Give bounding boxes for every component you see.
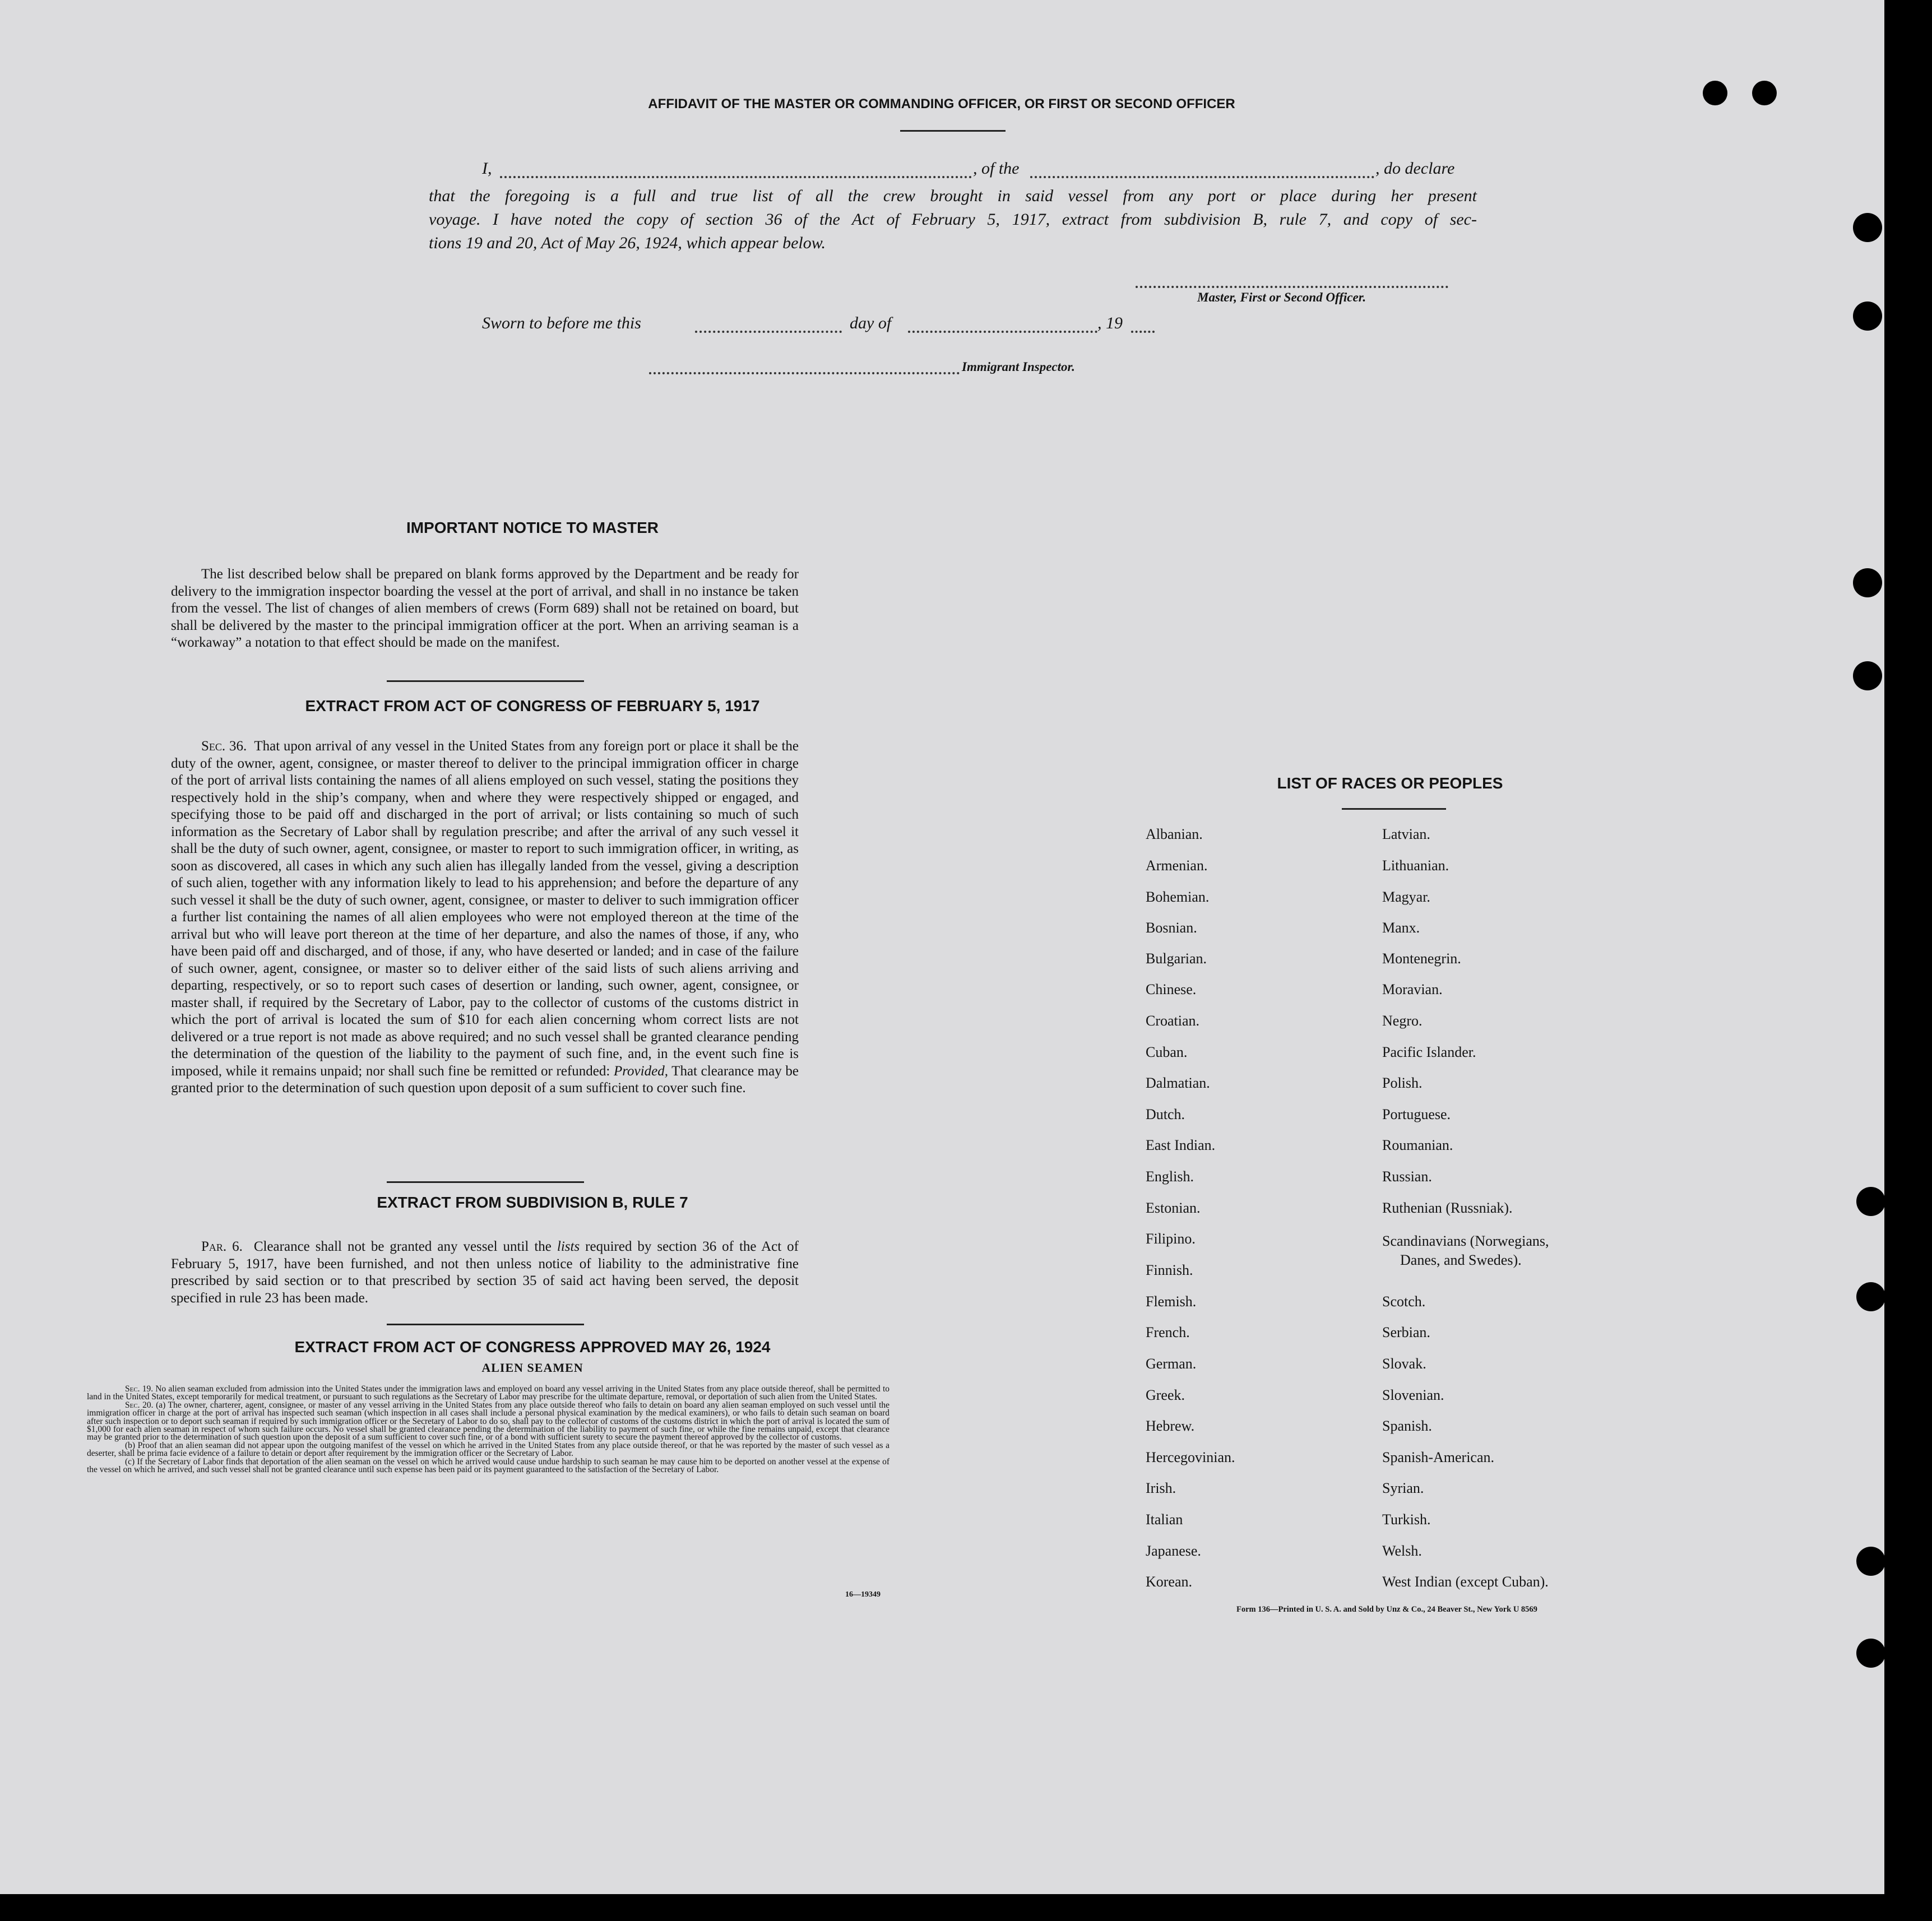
race-right-item: Scotch. [1382, 1293, 1426, 1310]
month-blank[interactable] [908, 331, 1097, 333]
divider [900, 130, 1006, 132]
divider [387, 1324, 584, 1325]
race-left-item: Bosnian. [1146, 920, 1197, 936]
races-heading: LIST OF RACES OR PEOPLES [1277, 774, 1503, 792]
race-right-item: Manx. [1382, 920, 1420, 936]
race-left-item: Hercegovinian. [1146, 1449, 1235, 1465]
lists-word: lists [557, 1239, 580, 1254]
race-left-item: Dutch. [1146, 1106, 1185, 1122]
race-right-item: Portuguese. [1382, 1106, 1451, 1122]
alien-seamen-subheading: ALIEN SEAMEN [481, 1361, 583, 1375]
section-19-body: No alien seaman excluded from admission into the United States under the immigration laws and employed on board any vessel arriving in the United States from any place outside thereof, shall be permitted to land in the United States, except temporarily for medical treatment, or pursuant to such regulations as the Secretary of Labor may prescribe for the ultimate departure, removal, or deportation of such alien from the United States. [87, 1384, 889, 1402]
affidavit-line-3: tions 19 and 20, Act of May 26, 1924, which appear below. [429, 234, 826, 252]
race-left-item: Bohemian. [1146, 889, 1210, 905]
divider [1342, 808, 1446, 810]
inspector-signature-line[interactable] [649, 372, 960, 374]
binder-hole [1856, 1187, 1885, 1216]
rule-7-heading: EXTRACT FROM SUBDIVISION B, RULE 7 [377, 1194, 688, 1211]
race-right-item: Moravian. [1382, 981, 1443, 997]
race-left-item: Armenian. [1146, 857, 1208, 874]
name-blank[interactable] [500, 176, 972, 178]
race-right-item: Russian. [1382, 1168, 1432, 1185]
race-left-item: Flemish. [1146, 1293, 1197, 1310]
print-code: 16—19349 [845, 1590, 881, 1599]
binder-hole [1856, 1282, 1885, 1311]
act-1924-text [87, 1385, 889, 1474]
rule-7-body: Clearance shall not be granted any vessel until the [253, 1239, 552, 1254]
divider [387, 1181, 584, 1183]
race-right-item: Magyar. [1382, 889, 1430, 905]
race-left-item: Finnish. [1146, 1262, 1193, 1278]
day-blank[interactable] [695, 331, 842, 333]
race-left-item: French. [1146, 1324, 1190, 1340]
race-left-item: Filipino. [1146, 1231, 1196, 1247]
year-blank[interactable] [1131, 331, 1155, 333]
section-label: Sec. 36. [201, 739, 247, 754]
race-left-item: Japanese. [1146, 1543, 1201, 1559]
binder-hole [1703, 81, 1727, 105]
race-right-item: Lithuanian. [1382, 857, 1449, 874]
race-right-item: West Indian (except Cuban). [1382, 1574, 1549, 1590]
race-left-item: Bulgarian. [1146, 950, 1207, 967]
notice-heading: IMPORTANT NOTICE TO MASTER [406, 519, 659, 536]
race-left-item: English. [1146, 1168, 1194, 1185]
race-right-item: Turkish. [1382, 1511, 1431, 1528]
race-right-item: Latvian. [1382, 826, 1430, 842]
officer-signature-line[interactable] [1136, 286, 1448, 288]
divider [387, 680, 584, 682]
year-label: , 19 [1097, 314, 1123, 332]
affidavit-of-the: , of the [973, 159, 1020, 178]
inspector-caption: Immigrant Inspector. [962, 360, 1075, 374]
binder-hole [1856, 1547, 1885, 1576]
race-left-item: Chinese. [1146, 981, 1197, 997]
binder-hole [1853, 301, 1882, 331]
race-right-item: Polish. [1382, 1075, 1423, 1091]
race-left-item: Estonian. [1146, 1200, 1201, 1216]
section-20b: (b) Proof that an alien seaman did not appear upon the outgoing manifest of the vessel on which he arrived in the United States from any place outside thereof, or that he was reported by the master of such vessel as a deserter, shall be prima facie evidence of a failure to detain or deport after requirement by the immigration officer or the Secretary of Labor. [87, 1440, 889, 1459]
race-right-item: Slovenian. [1382, 1387, 1444, 1403]
race-left-item: Irish. [1146, 1480, 1176, 1496]
section-36-body: That upon arrival of any vessel in the United States from any foreign port or place it shall be the duty of the owner, agent, consignee, or master thereof to deliver to the principal immigration officer in charge of the port of arrival lists containing the names of all aliens employed on such vessel, stating the positions they respectively hold in the ship’s company, when and where they were respectively shipped or engaged, and specifying those to be paid off and discharged in the port of arrival; or lists containing so much of such information as the Secretary of Labor shall by regulation prescribe; and after the arrival of any such vessel it shall be the duty of such owner, agent, consignee, or master to report to such immigration officer, in writing, as soon as discovered, all cases in which any such alien has illegally landed from the vessel, giving a description of such alien, together with any information likely to lead to his apprehension; and before the departure of any such vessel it shall be the duty of such owner, agent, consignee, or master to deliver to such immigration officer a further list containing the names of all alien employees who were not employed thereon at the time of the arrival but who will leave port thereon at the time of her departure, and also the names of those, if any, who have been paid off and discharged, and of those, if any, who have deserted or landed; and in case of the failure of such owner, agent, consignee, or master so to deliver either of the said lists of such aliens arriving and departing, respectively, or so to report such cases of desertion or landing, such owner, agent, consignee, or master shall, if required by the Secretary of Labor, pay to the collector of customs of the customs district in which the port of arrival is located the sum of $10 for each alien concerning whom correct lists are not delivered or a true report is not made as above required; and no such vessel shall be granted clearance pending the determination of the question of the liability to the payment of such fine, and, in the event such fine is imposed, while it remains unpaid; nor shall such fine be remitted or refunded: [171, 739, 799, 1079]
race-left-item: Albanian. [1146, 826, 1203, 842]
race-right-item: Scandinavians (Norwegians, [1382, 1233, 1549, 1249]
race-right-item: Spanish. [1382, 1418, 1432, 1434]
notice-body: The list described below shall be prepared on blank forms approved by the Department and be ready for delivery to the immigration inspector boarding the vessel at the port of arrival, and shall in no instance be taken from the vessel. The list of changes of alien members of crews (Form 689) shall not be retained on board, but shall be delivered by the master to the principal immigration officer at the port. When an arriving seaman is a “workaway” a notation to that effect should be made on the manifest. [171, 567, 799, 650]
binder-hole [1853, 213, 1882, 242]
section-20a-body: (a) The owner, charterer, agent, consignee, or master of any vessel arriving in the United States from any place outside thereof who fails to detain on board any alien seaman employed on such vessel until the immigration officer in charge at the port of arrival has inspected such seaman (which inspection in all cases shall include a personal physical examination by the medical examiners), or who fails to detain such seaman on board after such inspection or to deport such seaman if required by such immigration officer or the Secretary of Labor to do so, shall pay to the collector of customs of the customs district in which the port of arrival is located the sum of $1,000 for each alien seaman in respect of whom such failure occurs. No vessel shall be granted clearance pending the determination of the liability to payment of such fine, or while the fine remains unpaid, except that clearance may be granted prior to the determination of such question upon the deposit of a sum sufficient to cover such fine, or of a bond with sufficient surety to secure the payment thereof approved by the collector of customs. [87, 1400, 890, 1442]
officer-caption: Master, First or Second Officer. [1197, 290, 1366, 304]
act-1924-heading: EXTRACT FROM ACT OF CONGRESS APPROVED MAY 26, 1924 [294, 1338, 771, 1356]
race-right-item: Slovak. [1382, 1356, 1426, 1372]
race-right-item: Syrian. [1382, 1480, 1424, 1496]
race-right-item: Serbian. [1382, 1324, 1430, 1340]
race-left-item: Dalmatian. [1146, 1075, 1210, 1091]
section-36-text [171, 738, 799, 1097]
rule-7-text [171, 1238, 799, 1307]
section-20c: (c) If the Secretary of Labor finds that deportation of the alien seaman on the vessel on which he arrived would cause undue hardship to such seaman he may cause him to be deported on another vessel at the expense of the vessel on which he arrived, and such vessel shall not be granted clearance until such expense has been paid or its payment guaranteed to the satisfaction of the Secretary of Labor. [87, 1456, 889, 1475]
race-left-item: East Indian. [1146, 1137, 1216, 1153]
section-36-body-end: That clearance may be granted prior to the determination of such question upon deposit of a sum sufficient to cover such fine. [171, 1063, 799, 1096]
race-left-item: Hebrew. [1146, 1418, 1195, 1434]
race-right-item: Danes, and Swedes). [1400, 1252, 1522, 1268]
binder-hole [1853, 568, 1882, 597]
race-left-item: Korean. [1146, 1574, 1193, 1590]
race-left-item: Croatian. [1146, 1013, 1200, 1029]
race-right-item: Montenegrin. [1382, 950, 1461, 967]
section-19 [87, 1385, 889, 1402]
race-left-item: Italian [1146, 1511, 1183, 1528]
binder-hole [1752, 81, 1777, 105]
provided-word: Provided, [613, 1063, 668, 1079]
vessel-blank[interactable] [1030, 176, 1374, 178]
section-label: Sec. 20. [125, 1400, 154, 1410]
rule-7-body-end: required by section 36 of the Act of February 5, 1917, have been furnished, and not then unless notice of liability to the administrative fine prescribed by said section or to that prescribed by section 35 of said act having been served, the deposit specified in rule 23 has been made. [171, 1239, 799, 1306]
affidavit-line-1: that the foregoing is a full and true list of all the crew brought in said vessel from any port or place during her present [429, 187, 1477, 205]
form-printer-line: Form 136—Printed in U. S. A. and Sold by Unz & Co., 24 Beaver St., New York U 8569 [1236, 1605, 1537, 1614]
affidavit-do-declare: , do declare [1375, 159, 1455, 178]
race-right-item: Spanish-American. [1382, 1449, 1495, 1465]
race-left-item: German. [1146, 1356, 1197, 1372]
race-right-item: Negro. [1382, 1013, 1423, 1029]
section-label: Sec. 19. [125, 1384, 154, 1394]
section-20a [87, 1402, 889, 1442]
race-right-item: Welsh. [1382, 1543, 1422, 1559]
binder-hole [1856, 1639, 1885, 1668]
race-right-item: Pacific Islander. [1382, 1044, 1476, 1060]
day-of-label: day of [850, 314, 892, 332]
sworn-label: Sworn to before me this [482, 314, 641, 332]
paragraph-label: Par. 6. [201, 1239, 243, 1254]
extract-1917-heading: EXTRACT FROM ACT OF CONGRESS OF FEBRUARY 5, 1917 [305, 697, 760, 714]
race-left-item: Greek. [1146, 1387, 1185, 1403]
binder-hole [1853, 661, 1882, 690]
race-left-item: Cuban. [1146, 1044, 1188, 1060]
affidavit-line-2: voyage. I have noted the copy of section 36 of the Act of February 5, 1917, extract from subdivision B, rule 7, and copy of sec- [429, 210, 1477, 229]
race-right-item: Ruthenian (Russniak). [1382, 1200, 1513, 1216]
affidavit-i-label: I, [482, 159, 492, 178]
affidavit-heading: AFFIDAVIT OF THE MASTER OR COMMANDING OFFICER, OR FIRST OR SECOND OFFICER [648, 96, 1235, 112]
race-right-item: Roumanian. [1382, 1137, 1453, 1153]
